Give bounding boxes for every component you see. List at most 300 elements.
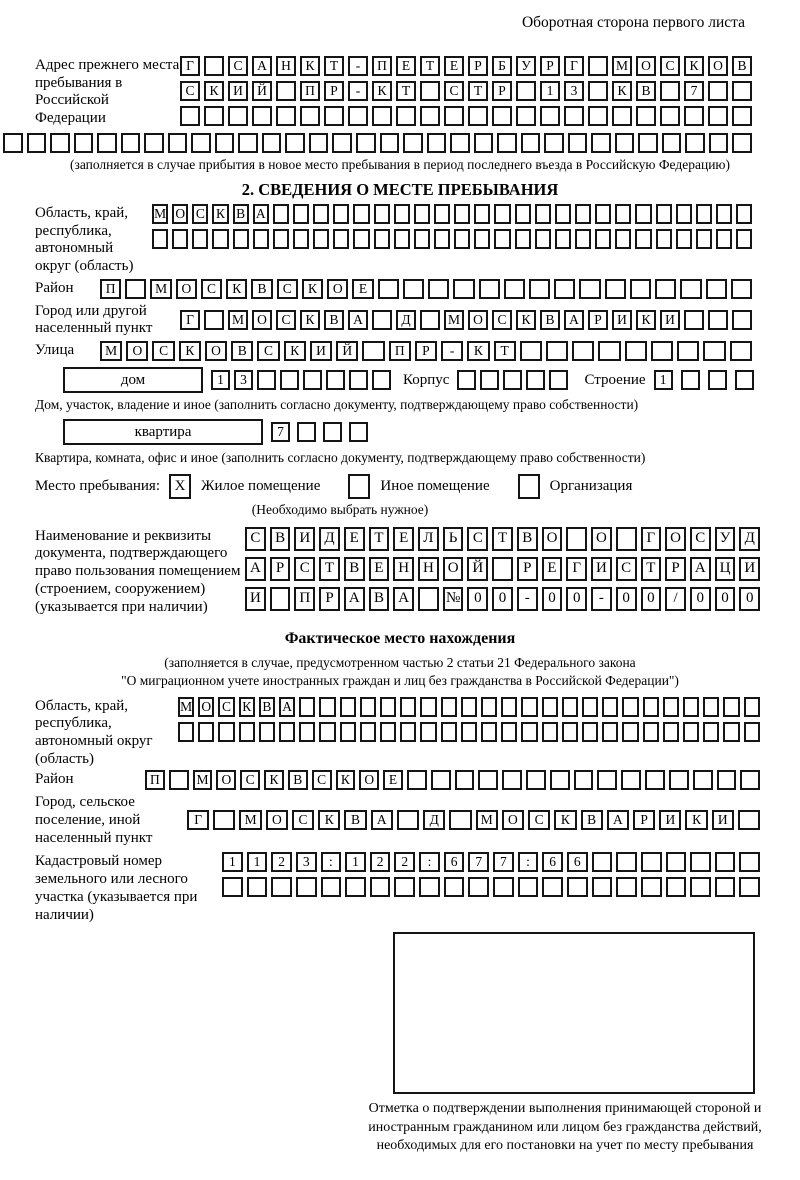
char-box[interactable] xyxy=(564,106,584,126)
char-box[interactable] xyxy=(739,852,760,872)
char-box[interactable]: В xyxy=(344,810,366,830)
char-box[interactable]: В xyxy=(259,697,275,717)
char-box[interactable] xyxy=(403,133,423,153)
char-box[interactable] xyxy=(723,697,739,717)
char-box[interactable]: И xyxy=(591,557,612,581)
char-box[interactable] xyxy=(144,133,164,153)
char-box[interactable]: Б xyxy=(492,56,512,76)
char-box[interactable] xyxy=(374,204,390,224)
char-box[interactable] xyxy=(239,722,255,742)
char-box[interactable]: С xyxy=(152,341,174,361)
char-box[interactable]: Й xyxy=(467,557,488,581)
char-box[interactable]: К xyxy=(554,810,576,830)
char-box[interactable] xyxy=(238,133,258,153)
char-box[interactable] xyxy=(703,722,719,742)
char-box[interactable] xyxy=(549,370,568,390)
char-box[interactable]: И xyxy=(712,810,734,830)
char-box[interactable]: В xyxy=(540,310,560,330)
char-box[interactable] xyxy=(309,133,329,153)
char-box[interactable] xyxy=(285,133,305,153)
char-box[interactable]: А xyxy=(245,557,266,581)
char-box[interactable] xyxy=(300,106,320,126)
char-box[interactable] xyxy=(526,770,546,790)
char-box[interactable]: 6 xyxy=(542,852,563,872)
char-box[interactable] xyxy=(641,877,662,897)
char-box[interactable]: Г xyxy=(187,810,209,830)
checkbox-organization[interactable] xyxy=(518,474,540,499)
char-box[interactable]: В xyxy=(233,204,249,224)
char-box[interactable]: И xyxy=(294,527,315,551)
char-box[interactable] xyxy=(643,722,659,742)
char-box[interactable]: Е xyxy=(542,557,563,581)
char-box[interactable] xyxy=(280,370,299,390)
char-box[interactable] xyxy=(708,106,728,126)
char-box[interactable] xyxy=(324,106,344,126)
char-box[interactable] xyxy=(744,722,760,742)
char-box[interactable] xyxy=(252,106,272,126)
char-box[interactable]: К xyxy=(300,310,320,330)
char-box[interactable]: М xyxy=(152,204,168,224)
char-box[interactable] xyxy=(572,341,594,361)
char-box[interactable] xyxy=(441,697,457,717)
char-box[interactable] xyxy=(50,133,70,153)
char-box[interactable] xyxy=(732,133,752,153)
char-box[interactable] xyxy=(419,877,440,897)
char-box[interactable] xyxy=(621,770,641,790)
char-box[interactable]: И xyxy=(660,310,680,330)
char-box[interactable]: Р xyxy=(319,587,340,611)
char-box[interactable]: Г xyxy=(566,557,587,581)
char-box[interactable] xyxy=(696,204,712,224)
char-box[interactable]: 7 xyxy=(493,852,514,872)
char-box[interactable] xyxy=(615,229,631,249)
char-box[interactable] xyxy=(441,722,457,742)
char-box[interactable] xyxy=(461,697,477,717)
char-box[interactable]: С xyxy=(228,56,248,76)
char-box[interactable] xyxy=(420,81,440,101)
char-box[interactable] xyxy=(349,370,368,390)
char-box[interactable] xyxy=(450,133,470,153)
char-box[interactable] xyxy=(744,697,760,717)
char-box[interactable] xyxy=(641,852,662,872)
char-box[interactable]: П xyxy=(389,341,411,361)
char-box[interactable] xyxy=(501,722,517,742)
char-box[interactable] xyxy=(420,310,440,330)
char-box[interactable] xyxy=(544,133,564,153)
house-wide-box[interactable]: дом xyxy=(63,367,203,393)
char-box[interactable]: Н xyxy=(276,56,296,76)
char-box[interactable] xyxy=(567,877,588,897)
char-box[interactable]: Д xyxy=(739,527,760,551)
char-box[interactable] xyxy=(218,722,234,742)
char-box[interactable] xyxy=(515,229,531,249)
char-box[interactable] xyxy=(3,133,23,153)
char-box[interactable]: И xyxy=(245,587,266,611)
char-box[interactable]: С xyxy=(240,770,260,790)
char-box[interactable] xyxy=(348,106,368,126)
char-box[interactable]: К xyxy=(264,770,284,790)
char-box[interactable] xyxy=(736,204,752,224)
char-box[interactable] xyxy=(708,370,727,390)
char-box[interactable]: Р xyxy=(540,56,560,76)
char-box[interactable] xyxy=(461,722,477,742)
char-box[interactable]: П xyxy=(300,81,320,101)
char-box[interactable] xyxy=(732,106,752,126)
char-box[interactable] xyxy=(630,279,651,299)
char-box[interactable]: - xyxy=(517,587,538,611)
char-box[interactable]: М xyxy=(444,310,464,330)
char-box[interactable] xyxy=(394,229,410,249)
char-box[interactable]: Т xyxy=(492,527,513,551)
char-box[interactable]: К xyxy=(179,341,201,361)
char-box[interactable]: К xyxy=(239,697,255,717)
char-box[interactable] xyxy=(663,697,679,717)
char-box[interactable] xyxy=(449,810,471,830)
char-box[interactable] xyxy=(706,279,727,299)
char-box[interactable]: У xyxy=(715,527,736,551)
char-box[interactable] xyxy=(715,877,736,897)
char-box[interactable] xyxy=(656,229,672,249)
char-box[interactable] xyxy=(542,697,558,717)
char-box[interactable]: В xyxy=(581,810,603,830)
char-box[interactable] xyxy=(444,106,464,126)
char-box[interactable]: Е xyxy=(369,557,390,581)
char-box[interactable]: - xyxy=(348,81,368,101)
char-box[interactable]: 2 xyxy=(394,852,415,872)
char-box[interactable] xyxy=(474,204,490,224)
char-box[interactable] xyxy=(595,229,611,249)
char-box[interactable] xyxy=(273,204,289,224)
char-box[interactable] xyxy=(454,204,470,224)
char-box[interactable]: Т xyxy=(641,557,662,581)
char-box[interactable]: В xyxy=(369,587,390,611)
char-box[interactable]: 1 xyxy=(247,852,268,872)
char-box[interactable]: О xyxy=(443,557,464,581)
char-box[interactable] xyxy=(360,722,376,742)
char-box[interactable]: М xyxy=(178,697,194,717)
char-box[interactable]: П xyxy=(372,56,392,76)
char-box[interactable]: Ц xyxy=(715,557,736,581)
char-box[interactable]: К xyxy=(302,279,323,299)
char-box[interactable]: А xyxy=(252,56,272,76)
char-box[interactable] xyxy=(400,697,416,717)
char-box[interactable]: 1 xyxy=(345,852,366,872)
char-box[interactable]: К xyxy=(212,204,228,224)
char-box[interactable] xyxy=(380,722,396,742)
char-box[interactable]: А xyxy=(344,587,365,611)
char-box[interactable] xyxy=(516,106,536,126)
char-box[interactable] xyxy=(716,204,732,224)
char-box[interactable] xyxy=(303,370,322,390)
char-box[interactable] xyxy=(474,133,494,153)
char-box[interactable] xyxy=(656,204,672,224)
char-box[interactable]: Д xyxy=(423,810,445,830)
char-box[interactable] xyxy=(501,697,517,717)
char-box[interactable] xyxy=(616,877,637,897)
char-box[interactable]: М xyxy=(150,279,171,299)
char-box[interactable]: 6 xyxy=(567,852,588,872)
char-box[interactable] xyxy=(262,133,282,153)
char-box[interactable] xyxy=(233,229,249,249)
char-box[interactable] xyxy=(481,697,497,717)
char-box[interactable]: - xyxy=(348,56,368,76)
char-box[interactable]: 0 xyxy=(566,587,587,611)
char-box[interactable] xyxy=(520,341,542,361)
char-box[interactable]: С xyxy=(277,279,298,299)
char-box[interactable]: 7 xyxy=(684,81,704,101)
char-box[interactable] xyxy=(703,341,725,361)
char-box[interactable] xyxy=(360,697,376,717)
char-box[interactable]: О xyxy=(216,770,236,790)
char-box[interactable] xyxy=(480,370,499,390)
char-box[interactable]: С xyxy=(276,310,296,330)
char-box[interactable] xyxy=(420,697,436,717)
char-box[interactable]: 2 xyxy=(370,852,391,872)
char-box[interactable]: А xyxy=(371,810,393,830)
char-box[interactable]: С xyxy=(492,310,512,330)
char-box[interactable] xyxy=(492,106,512,126)
char-box[interactable]: Г xyxy=(180,310,200,330)
char-box[interactable]: В xyxy=(270,527,291,551)
char-box[interactable] xyxy=(340,697,356,717)
char-box[interactable]: 7 xyxy=(468,852,489,872)
char-box[interactable] xyxy=(271,877,292,897)
char-box[interactable] xyxy=(403,279,424,299)
char-box[interactable] xyxy=(191,133,211,153)
char-box[interactable] xyxy=(378,279,399,299)
char-box[interactable]: Р xyxy=(415,341,437,361)
char-box[interactable]: 0 xyxy=(715,587,736,611)
char-box[interactable]: Т xyxy=(319,557,340,581)
char-box[interactable] xyxy=(591,133,611,153)
char-box[interactable]: О xyxy=(468,310,488,330)
char-box[interactable] xyxy=(178,722,194,742)
char-box[interactable]: О xyxy=(327,279,348,299)
char-box[interactable] xyxy=(494,204,510,224)
char-box[interactable]: - xyxy=(591,587,612,611)
char-box[interactable]: Н xyxy=(418,557,439,581)
char-box[interactable] xyxy=(535,204,551,224)
char-box[interactable] xyxy=(297,422,316,442)
char-box[interactable] xyxy=(723,722,739,742)
char-box[interactable]: Т xyxy=(396,81,416,101)
char-box[interactable] xyxy=(579,279,600,299)
char-box[interactable] xyxy=(582,697,598,717)
char-box[interactable]: 1 xyxy=(654,370,673,390)
char-box[interactable]: 3 xyxy=(234,370,253,390)
char-box[interactable]: Й xyxy=(336,341,358,361)
char-box[interactable] xyxy=(681,370,700,390)
char-box[interactable] xyxy=(380,133,400,153)
char-box[interactable] xyxy=(605,279,626,299)
char-box[interactable] xyxy=(526,370,545,390)
char-box[interactable] xyxy=(503,370,522,390)
char-box[interactable]: 3 xyxy=(296,852,317,872)
char-box[interactable] xyxy=(521,697,537,717)
char-box[interactable]: Р xyxy=(468,56,488,76)
char-box[interactable] xyxy=(204,56,224,76)
char-box[interactable]: В xyxy=(636,81,656,101)
char-box[interactable]: К xyxy=(284,341,306,361)
char-box[interactable]: Е xyxy=(352,279,373,299)
char-box[interactable]: К xyxy=(226,279,247,299)
char-box[interactable]: Н xyxy=(393,557,414,581)
char-box[interactable] xyxy=(407,770,427,790)
char-box[interactable] xyxy=(550,770,570,790)
char-box[interactable] xyxy=(313,229,329,249)
char-box[interactable]: А xyxy=(564,310,584,330)
char-box[interactable] xyxy=(582,722,598,742)
char-box[interactable] xyxy=(313,204,329,224)
checkbox-residential[interactable]: X xyxy=(169,474,191,499)
char-box[interactable]: С xyxy=(245,527,266,551)
char-box[interactable] xyxy=(542,722,558,742)
char-box[interactable] xyxy=(602,697,618,717)
char-box[interactable]: Д xyxy=(319,527,340,551)
char-box[interactable] xyxy=(736,229,752,249)
char-box[interactable]: 0 xyxy=(542,587,563,611)
char-box[interactable] xyxy=(735,370,754,390)
char-box[interactable] xyxy=(293,229,309,249)
char-box[interactable] xyxy=(504,279,525,299)
char-box[interactable] xyxy=(299,722,315,742)
char-box[interactable]: О xyxy=(266,810,288,830)
char-box[interactable] xyxy=(708,310,728,330)
char-box[interactable] xyxy=(362,341,384,361)
char-box[interactable] xyxy=(625,341,647,361)
char-box[interactable] xyxy=(715,852,736,872)
char-box[interactable]: 0 xyxy=(690,587,711,611)
char-box[interactable] xyxy=(180,106,200,126)
char-box[interactable] xyxy=(257,370,276,390)
char-box[interactable]: В xyxy=(732,56,752,76)
char-box[interactable]: Т xyxy=(369,527,390,551)
char-box[interactable]: А xyxy=(393,587,414,611)
char-box[interactable] xyxy=(555,204,571,224)
char-box[interactable] xyxy=(372,106,392,126)
char-box[interactable] xyxy=(228,106,248,126)
char-box[interactable] xyxy=(428,279,449,299)
char-box[interactable]: С xyxy=(467,527,488,551)
char-box[interactable] xyxy=(529,279,550,299)
char-box[interactable]: 0 xyxy=(739,587,760,611)
char-box[interactable]: И xyxy=(228,81,248,101)
checkbox-other-premises[interactable] xyxy=(348,474,370,499)
char-box[interactable] xyxy=(273,229,289,249)
char-box[interactable]: 0 xyxy=(641,587,662,611)
char-box[interactable] xyxy=(380,697,396,717)
char-box[interactable] xyxy=(276,81,296,101)
char-box[interactable] xyxy=(636,106,656,126)
char-box[interactable] xyxy=(612,106,632,126)
char-box[interactable] xyxy=(323,422,342,442)
char-box[interactable] xyxy=(427,133,447,153)
char-box[interactable] xyxy=(732,81,752,101)
char-box[interactable]: Е xyxy=(344,527,365,551)
char-box[interactable] xyxy=(683,722,699,742)
char-box[interactable] xyxy=(372,370,391,390)
char-box[interactable]: № xyxy=(443,587,464,611)
char-box[interactable] xyxy=(370,877,391,897)
char-box[interactable] xyxy=(319,697,335,717)
char-box[interactable]: С xyxy=(292,810,314,830)
char-box[interactable] xyxy=(622,722,638,742)
char-box[interactable]: В xyxy=(231,341,253,361)
char-box[interactable]: О xyxy=(359,770,379,790)
char-box[interactable] xyxy=(662,133,682,153)
char-box[interactable] xyxy=(566,527,587,551)
char-box[interactable] xyxy=(213,810,235,830)
char-box[interactable] xyxy=(293,204,309,224)
char-box[interactable] xyxy=(493,877,514,897)
char-box[interactable]: Т xyxy=(468,81,488,101)
char-box[interactable] xyxy=(276,106,296,126)
char-box[interactable] xyxy=(635,204,651,224)
char-box[interactable] xyxy=(27,133,47,153)
char-box[interactable] xyxy=(270,587,291,611)
char-box[interactable] xyxy=(169,770,189,790)
char-box[interactable]: К xyxy=(318,810,340,830)
char-box[interactable]: С xyxy=(294,557,315,581)
char-box[interactable]: : xyxy=(518,852,539,872)
char-box[interactable]: О xyxy=(198,697,214,717)
char-box[interactable]: : xyxy=(321,852,342,872)
char-box[interactable]: 1 xyxy=(540,81,560,101)
char-box[interactable] xyxy=(616,527,637,551)
char-box[interactable]: Р xyxy=(588,310,608,330)
apartment-wide-box[interactable]: квартира xyxy=(63,419,263,445)
char-box[interactable]: К xyxy=(516,310,536,330)
char-box[interactable] xyxy=(434,204,450,224)
char-box[interactable]: А xyxy=(607,810,629,830)
char-box[interactable] xyxy=(374,229,390,249)
char-box[interactable] xyxy=(562,722,578,742)
char-box[interactable] xyxy=(542,877,563,897)
char-box[interactable] xyxy=(685,133,705,153)
char-box[interactable] xyxy=(444,877,465,897)
char-box[interactable] xyxy=(431,770,451,790)
char-box[interactable]: К xyxy=(685,810,707,830)
char-box[interactable] xyxy=(597,770,617,790)
char-box[interactable] xyxy=(516,81,536,101)
char-box[interactable]: Р xyxy=(492,81,512,101)
char-box[interactable]: 1 xyxy=(222,852,243,872)
char-box[interactable]: Е xyxy=(383,770,403,790)
char-box[interactable] xyxy=(669,770,689,790)
char-box[interactable] xyxy=(356,133,376,153)
char-box[interactable] xyxy=(592,852,613,872)
char-box[interactable]: К xyxy=(467,341,489,361)
char-box[interactable] xyxy=(540,106,560,126)
char-box[interactable] xyxy=(468,106,488,126)
char-box[interactable] xyxy=(731,279,752,299)
char-box[interactable] xyxy=(732,310,752,330)
char-box[interactable]: 7 xyxy=(271,422,290,442)
char-box[interactable] xyxy=(394,877,415,897)
char-box[interactable] xyxy=(321,877,342,897)
char-box[interactable] xyxy=(198,722,214,742)
char-box[interactable]: В xyxy=(324,310,344,330)
char-box[interactable] xyxy=(693,770,713,790)
char-box[interactable] xyxy=(192,229,208,249)
char-box[interactable] xyxy=(615,133,635,153)
char-box[interactable]: Р xyxy=(324,81,344,101)
char-box[interactable]: В xyxy=(288,770,308,790)
char-box[interactable]: Г xyxy=(641,527,662,551)
char-box[interactable] xyxy=(74,133,94,153)
char-box[interactable]: : xyxy=(419,852,440,872)
char-box[interactable] xyxy=(515,204,531,224)
